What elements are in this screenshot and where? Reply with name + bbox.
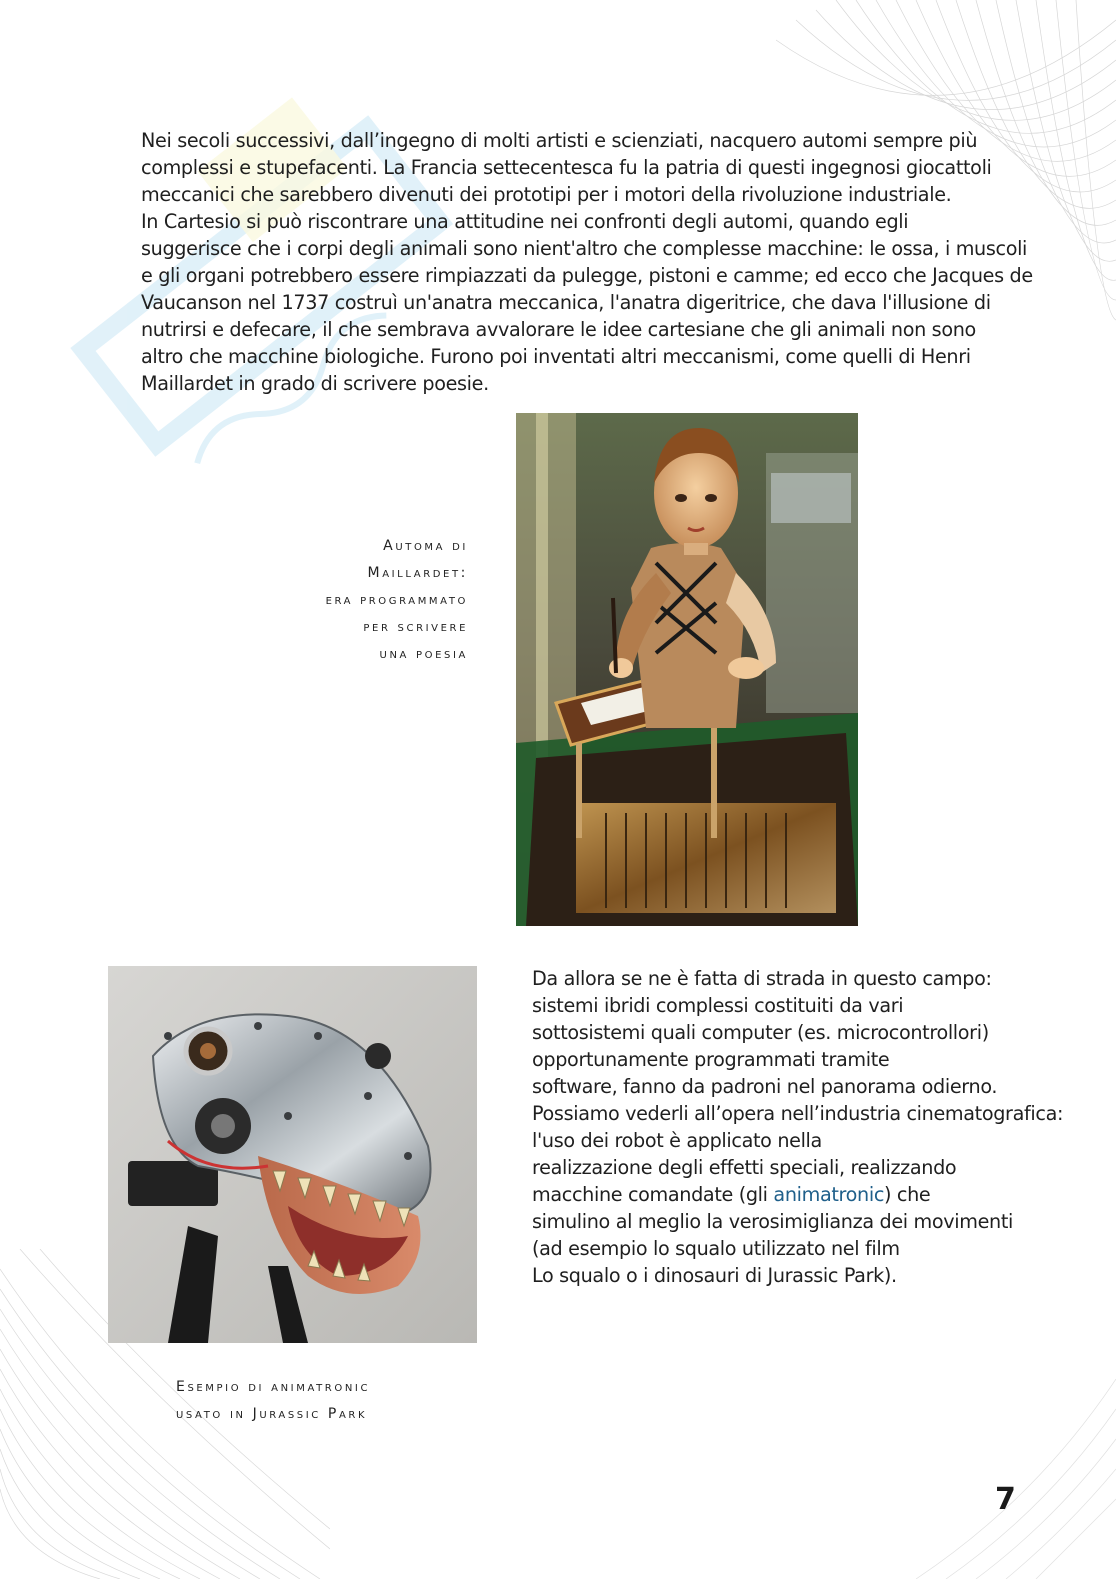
text-line-with-link <box>532 1181 1063 1208</box>
text-fragment: macchine comandate (gli <box>532 1183 774 1206</box>
text-fragment: ) che <box>884 1183 931 1206</box>
maillardet-automaton-photo <box>516 413 858 926</box>
caption-line: una poesia <box>379 646 468 662</box>
caption-line: Automa di <box>383 538 468 554</box>
text-line: Da allora se ne è fatta di strada in questo campo: <box>532 967 992 990</box>
decorative-corner-bottom-right <box>916 1379 1116 1579</box>
intro-paragraph <box>141 127 1033 397</box>
caption-line: per scrivere <box>363 619 468 635</box>
text-line: suggerisce che i corpi degli animali sono nient'altro che complesse macchine: le ossa, i muscoli <box>141 237 1028 260</box>
text-line: Nei secoli successivi, dall’ingegno di molti artisti e scienziati, nacquero automi sempre più <box>141 129 978 152</box>
animatronic-dinosaur-head-photo <box>108 966 477 1343</box>
text-line: meccanici che sarebbero divenuti dei prototipi per i motori della rivoluzione industriale. <box>141 183 952 206</box>
text-line: realizzazione degli effetti speciali, realizzando <box>532 1156 957 1179</box>
text-line: opportunamente programmati tramite <box>532 1048 890 1071</box>
text-line: sottosistemi quali computer (es. microcontrollori) <box>532 1021 989 1044</box>
text-line: e gli organi potrebbero essere rimpiazzati da pulegge, pistoni e camme; ed ecco che Jacques de <box>141 264 1033 287</box>
caption-line: Maillardet: <box>367 565 468 581</box>
text-line: In Cartesio si può riscontrare una attitudine nei confronti degli automi, quando egli <box>141 210 909 233</box>
caption-line: usato in Jurassic Park <box>176 1406 368 1422</box>
text-line: Possiamo vederli all’opera nell’industria cinematografica: <box>532 1102 1064 1125</box>
text-line: (ad esempio lo squalo utilizzato nel film <box>532 1237 900 1260</box>
caption-line: Esempio di animatronic <box>176 1379 371 1395</box>
text-line: l'uso dei robot è applicato nella <box>532 1129 822 1152</box>
text-line: simulino al meglio la verosimiglianza dei movimenti <box>532 1210 1013 1233</box>
caption-line: era programmato <box>325 592 468 608</box>
caption-maillardet <box>326 533 468 668</box>
text-line: Maillardet in grado di scrivere poesie. <box>141 372 489 395</box>
caption-animatronic <box>176 1374 370 1428</box>
text-line: complessi e stupefacenti. La Francia settecentesca fu la patria di questi ingegnosi giocattoli <box>141 156 992 179</box>
text-line: Lo squalo o i dinosauri di Jurassic Park). <box>532 1264 897 1287</box>
animatronic-link[interactable]: animatronic <box>773 1183 885 1206</box>
animatronic-paragraph <box>532 965 1063 1289</box>
page-number: 7 <box>995 1482 1016 1517</box>
text-line: sistemi ibridi complessi costituiti da vari <box>532 994 904 1017</box>
text-line: altro che macchine biologiche. Furono poi inventati altri meccanismi, come quelli di Henri <box>141 345 971 368</box>
text-line: Vaucanson nel 1737 costruì un'anatra meccanica, l'anatra digeritrice, che dava l'illusione di <box>141 291 991 314</box>
text-line: nutrirsi e defecare, il che sembrava avvalorare le idee cartesiane che gli animali non sono <box>141 318 976 341</box>
text-line: software, fanno da padroni nel panorama odierno. <box>532 1075 998 1098</box>
